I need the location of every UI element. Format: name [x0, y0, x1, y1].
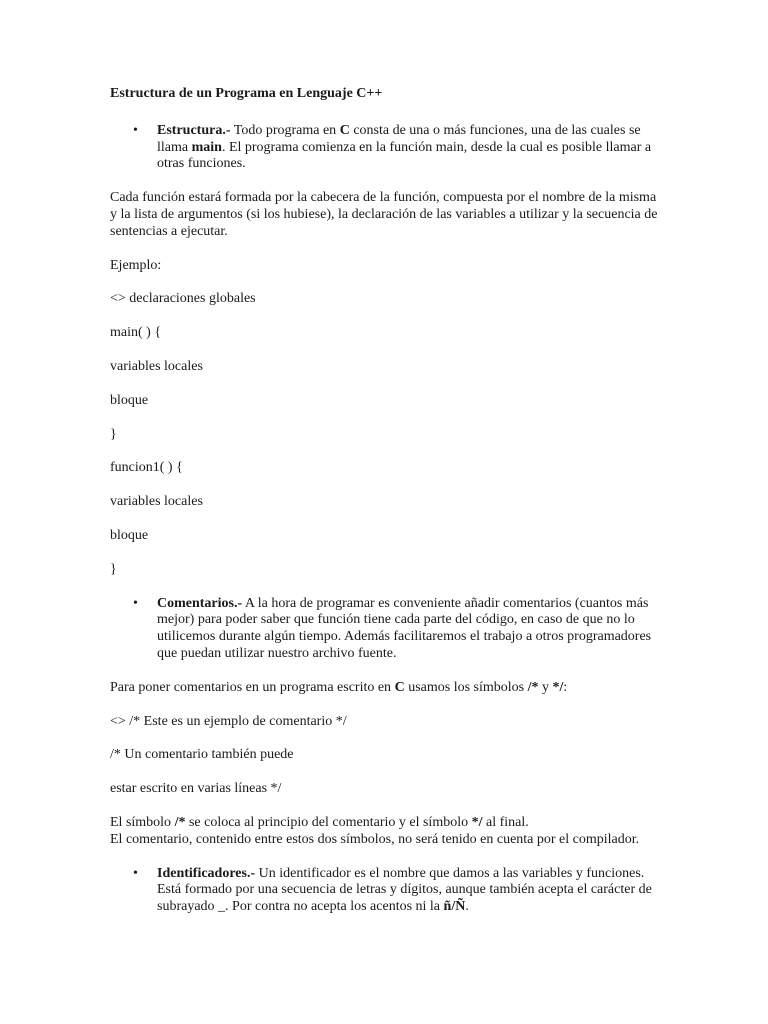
code-line: variables locales [110, 494, 203, 510]
identificadores-text-a: Un identificador es el nombre que damos a las variables y funciones. Está formado por una secuencia de letras y dígitos, aunque también acepta el carácter de subrayado _. Por contra no acepta los acentos ni la [157, 865, 652, 915]
code-line: } [110, 561, 117, 577]
simbolo-text-c: al final. [482, 814, 529, 830]
simbolos-text-d: : [563, 679, 568, 695]
paragraph-simbolo-explicacion [110, 815, 666, 849]
estructura-text-a: Todo programa en [230, 122, 340, 138]
document-page [110, 86, 666, 916]
comment-example-line: /* Un comentario también puede [110, 747, 294, 763]
simbolo-line-1 [110, 815, 666, 832]
bullet-icon: • [133, 595, 138, 611]
bullet-estructura [110, 123, 666, 173]
code-line: } [110, 426, 117, 442]
bold-c: C [339, 122, 350, 138]
code-line: <> declaraciones globales [110, 291, 256, 307]
bold-main: main [191, 139, 222, 155]
paragraph-simbolos [110, 680, 666, 697]
code-line: variables locales [110, 358, 203, 374]
bullet-icon: • [133, 865, 138, 881]
term-comentarios: Comentarios.- [157, 595, 243, 611]
estructura-text-c: . El programa comienza en la función main, desde la cual es posible llamar a otras funciones. [157, 139, 652, 172]
document-title: Estructura de un Programa en Lenguaje C++ [110, 86, 383, 101]
term-identificadores: Identificadores.- [157, 865, 256, 881]
estructura-text-b: consta de una o más funciones, una de las cuales se llama [157, 122, 641, 155]
comentarios-text: A la hora de programar es conveniente añadir comentarios (cuantos más mejor) para poder saber que función tiene cada parte del código, en caso de que no lo utilicemos durante algún tiempo. Además facilitaremos el trabajo a otros programadores que puedan utilizar nuestro archivo fuente. [157, 595, 652, 661]
bullet-comentarios [110, 596, 666, 663]
code-line: main( ) { [110, 325, 162, 341]
simbolos-text-b: usamos los símbolos [404, 679, 528, 695]
bold-open-comment: /* [527, 679, 539, 695]
term-estructura: Estructura.- [157, 122, 231, 138]
code-line: funcion1( ) { [110, 460, 183, 476]
bold-c: C [394, 679, 405, 695]
simbolos-text-c: y [538, 679, 553, 695]
simbolo-text-a: El símbolo [110, 814, 175, 830]
identificadores-text-b: . [465, 899, 469, 915]
simbolo-line-2: El comentario, contenido entre estos dos símbolos, no será tenido en cuenta por el compilador. [110, 831, 640, 847]
code-line: Ejemplo: [110, 257, 162, 273]
bold-close-comment: */ [471, 814, 483, 830]
code-line: bloque [110, 392, 149, 408]
simbolos-text-a: Para poner comentarios en un programa escrito en [110, 679, 395, 695]
comment-example-line: <> /* Este es un ejemplo de comentario */ [110, 713, 347, 729]
comment-example-line: estar escrito en varias líneas */ [110, 781, 282, 797]
bullet-identificadores [110, 866, 666, 916]
paragraph-funcion: Cada función estará formada por la cabecera de la función, compuesta por el nombre de la misma y la lista de argumentos (si los hubiese), la declaración de las variables a utilizar y la secuencia de sentencias a ejecutar. [110, 190, 658, 239]
bold-close-comment: */ [552, 679, 564, 695]
bold-open-comment: /* [174, 814, 186, 830]
code-line: bloque [110, 527, 149, 543]
simbolo-text-b: se coloca al principio del comentario y el símbolo [185, 814, 472, 830]
bullet-icon: • [133, 122, 138, 138]
bold-enie: ñ/Ñ [443, 899, 466, 915]
